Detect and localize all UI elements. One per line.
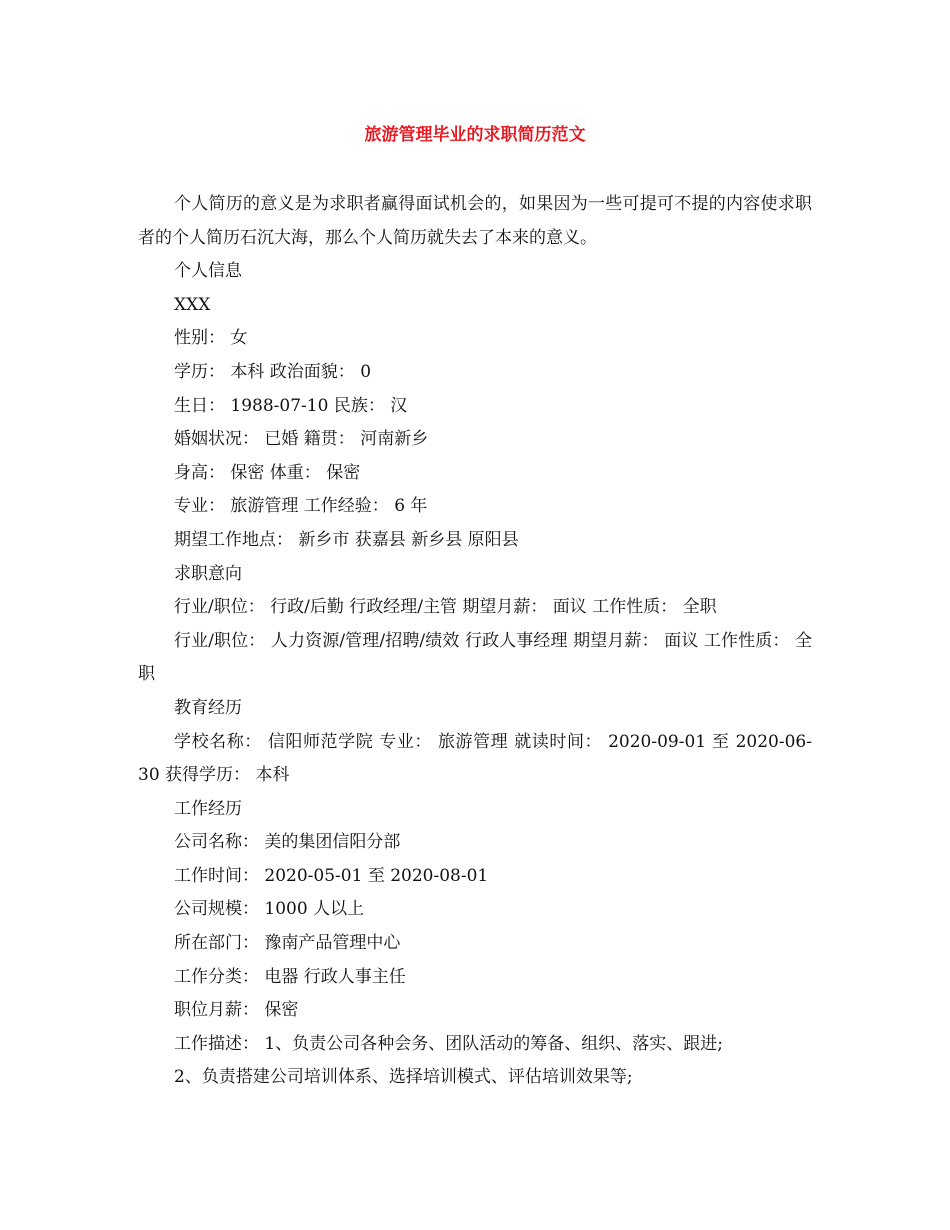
name-line: XXX <box>174 294 211 315</box>
department-line: 所在部门： 豫南产品管理中心 <box>174 933 401 954</box>
job-intention-line-2: 行业/职位： 人力资源/管理/招聘/绩效 行政人事经理 期望月薪： 面议 工作性质： 全职 <box>138 630 812 685</box>
section-heading-personal-info: 个人信息 <box>174 261 242 282</box>
document-body <box>138 188 812 1095</box>
desired-location-line: 期望工作地点： 新乡市 获嘉县 新乡县 原阳县 <box>174 529 519 550</box>
salary-line: 职位月薪： 保密 <box>174 1000 299 1021</box>
education-line: 学校名称： 信阳师范学院 专业： 旅游管理 就读时间： 2020-09-01 至 2020-06-30 获得学历： 本科 <box>138 731 812 786</box>
intro-paragraph: 个人简历的意义是为求职者赢得面试机会的，如果因为一些可提可不提的内容使求职者的个人简历石沉大海，那么个人简历就失去了本来的意义。 <box>138 194 812 248</box>
gender-line: 性别： 女 <box>174 328 248 349</box>
section-heading-work-experience: 工作经历 <box>174 798 242 819</box>
height-weight-line: 身高： 保密 体重： 保密 <box>174 462 361 483</box>
birthday-line: 生日： 1988-07-10 民族： 汉 <box>174 395 408 416</box>
work-description-line-2: 2、负责搭建公司培训体系、选择培训模式、评估培训效果等; <box>174 1067 633 1088</box>
company-size-line: 公司规模： 1000 人以上 <box>174 899 365 920</box>
document-title: 旅游管理毕业的求职简历范文 <box>364 125 586 145</box>
work-description-line-1: 工作描述： 1、负责公司各种会务、团队活动的筹备、组织、落实、跟进; <box>174 1033 723 1054</box>
marital-status-line: 婚姻状况： 已婚 籍贯： 河南新乡 <box>174 429 429 450</box>
education-level-line: 学历： 本科 政治面貌： 0 <box>174 361 372 382</box>
section-heading-job-intention: 求职意向 <box>174 563 242 584</box>
company-name-line: 公司名称： 美的集团信阳分部 <box>174 832 401 853</box>
section-heading-education: 教育经历 <box>174 697 242 718</box>
work-category-line: 工作分类： 电器 行政人事主任 <box>174 966 406 987</box>
job-intention-line-1: 行业/职位： 行政/后勤 行政经理/主管 期望月薪： 面议 工作性质： 全职 <box>174 597 717 618</box>
document-page <box>138 0 812 1230</box>
major-experience-line: 专业： 旅游管理 工作经验： 6 年 <box>174 496 428 517</box>
work-period-line: 工作时间： 2020-05-01 至 2020-08-01 <box>174 865 489 886</box>
